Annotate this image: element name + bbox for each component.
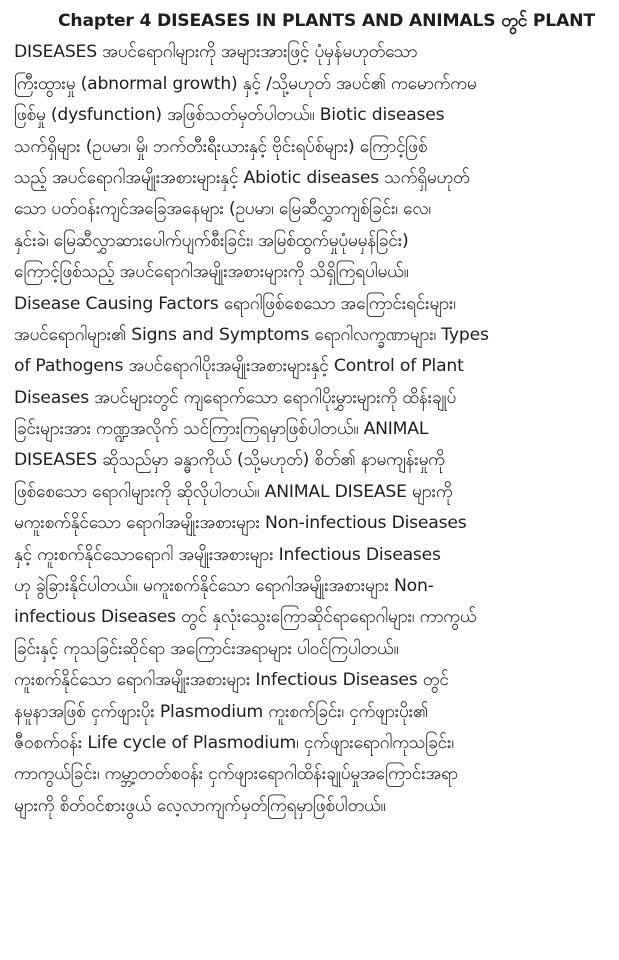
body-line: များကို စိတ်ဝင်စားဖွယ် လေ့လာကျက်မှတ်ကြရမှာဖြစ်ပါတယ်။ xyxy=(14,795,386,816)
body-line: infectious Diseases တွင် နှလုံးသွေးကြောဆိုင်ရာရောဂါများ၊ ကာကွယ် xyxy=(14,607,477,628)
body-line: မကူးစက်နိုင်သော ရောဂါအမျိုးအစားများ Non-infectious Diseases xyxy=(14,513,467,534)
chapter-heading-line xyxy=(14,6,609,37)
body-line: သည့် အပင်ရောဂါအမျိုးအစားများနှင့် Abiotic diseases သက်ရှိမဟုတ် xyxy=(14,167,470,188)
body-line: DISEASES အပင်ရောဂါများကို အများအားဖြင့် ပုံမှန်မဟုတ်သော xyxy=(14,42,418,63)
body-line: နမူနာအဖြစ် ငှက်ဖျားပိုး Plasmodium ကူးစက်ခြင်း၊ ငှက်ဖျားပိုး၏ xyxy=(14,701,429,722)
body-line: of Pathogens အပင်ရောဂါပိုးအမျိုးအစားများနှင့် Control of Plant xyxy=(14,356,464,377)
body-line: ဇီဝစက်ဝန်း Life cycle of Plasmodium၊ ငှက်ဖျားရောဂါကုသခြင်း၊ xyxy=(14,732,454,753)
body-line: ခြင်းများအား ကဏ္ဍအလိုက် သင်ကြားကြရမှာဖြစ်ပါတယ်။ ANIMAL xyxy=(14,419,429,440)
body-line: ခြင်းနှင့် ကုသခြင်းဆိုင်ရာ အကြောင်းအရာများ ပါဝင်ကြပါတယ်။ xyxy=(14,638,399,659)
body-line: ကြီးထွားမှု (abnormal growth) နှင့် /သို့မဟုတ် အပင်၏ ကမောက်ကမ xyxy=(14,73,477,94)
body-line: ကြောင့်ဖြစ်သည့် အပင်ရောဂါအမျိုးအစားများကို သိရှိကြရပါမယ်။ xyxy=(14,262,409,283)
body-line: နှင်းခဲ၊ မြေဆီလွှာဆားပေါက်ပျက်စီးခြင်း၊ အမြစ်ထွက်မှုပုံမမှန်ခြင်း) xyxy=(14,230,409,251)
body-line: ဟု ခွဲခြားနိုင်ပါတယ်။ မကူးစက်နိုင်သော ရောဂါအမျိုးအစားများ Non- xyxy=(14,576,434,597)
body-line: နှင့် ကူးစက်နိုင်သောရောဂါ အမျိုးအစားများ Infectious Diseases xyxy=(14,544,441,565)
body-line: Diseases အပင်များတွင် ကျရောက်သော ရောဂါပိုးမွှားများကို ထိန်းချုပ် xyxy=(14,387,457,408)
body-line: DISEASES ဆိုသည်မှာ ခန္ဓာကိုယ် (သို့မဟုတ်) စိတ်၏ နာမကျန်းမှုကို xyxy=(14,450,445,471)
body-line: ဖြစ်စေသော ရောဂါများကို ဆိုလိုပါတယ်။ ANIMAL DISEASE များကို xyxy=(14,481,453,502)
body-line: ကာကွယ်ခြင်း၊ ကမ္ဘာ့တတ်စဝန်း ငှက်ဖျားရောဂါထိန်းချုပ်မှုအကြောင်းအရာ xyxy=(14,764,458,785)
body-line: အပင်ရောဂါများ၏ Signs and Symptoms ရောဂါလက္ခဏာများ၊ Types xyxy=(14,324,489,345)
body-line: သက်ရှိများ (ဥပမာ၊ မှို၊ ဘက်တီးရီးယားနှင့် ဗိုင်းရပ်စ်များ) ကြောင့်ဖြစ် xyxy=(14,136,428,157)
body-line: ကူးစက်နိုင်သော ရောဂါအမျိုးအစားများ Infectious Diseases တွင် xyxy=(14,670,449,691)
chapter-heading: Chapter 4 DISEASES IN PLANTS AND ANIMALS xyxy=(58,11,496,31)
article-body xyxy=(14,37,609,822)
chapter-heading-suffix: တွင် PLANT xyxy=(501,11,595,31)
body-line: Disease Causing Factors ရောဂါဖြစ်စေသော အကြောင်းရင်းများ၊ xyxy=(14,293,456,314)
body-line: သော ပတ်ဝန်းကျင်အခြေအနေများ (ဥပမာ၊ မြေဆီလွှာကျစ်ခြင်း၊ လေ၊ xyxy=(14,199,431,220)
body-line: ဖြစ်မှု (dysfunction) အဖြစ်သတ်မှတ်ပါတယ်။ Biotic diseases xyxy=(14,105,445,126)
